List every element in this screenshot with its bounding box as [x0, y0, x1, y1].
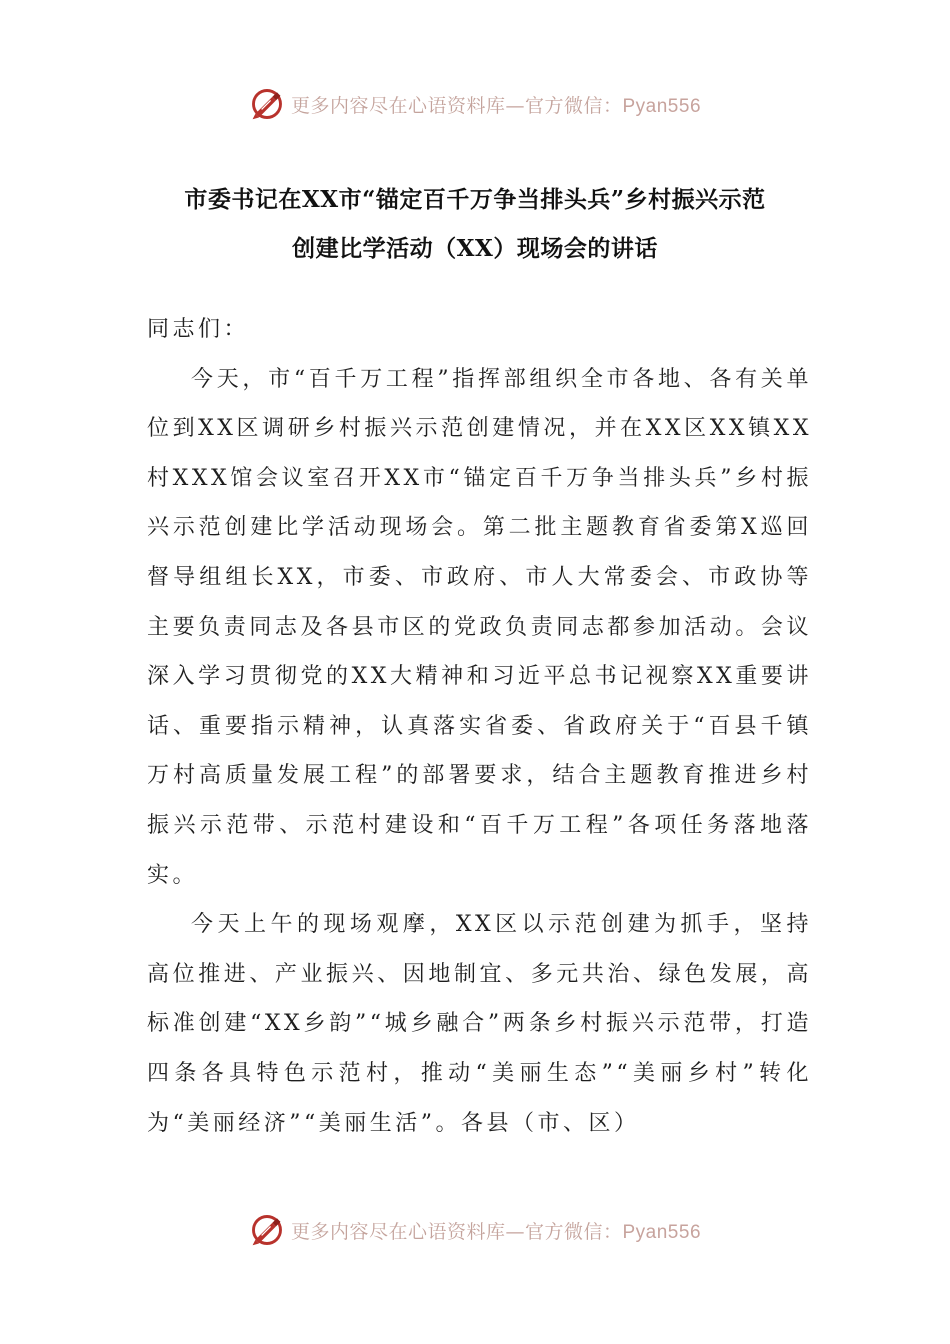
paragraph-1: 今天，市“百千万工程”指挥部组织全市各地、各有关单位到XX区调研乡村振兴示范创建情况，并在XX区XX镇XX村XXX馆会议室召开XX市“锚定百千万争当排头兵”乡村振兴示范创建比学活动现场会。第二批主题教育省委第X巡回督导组组长XX，市委、市政府、市人大常委会、市政协等主要负责同志及各县市区的党政负责同志都参加活动。会议深入学习贯彻党的XX大精神和习近平总书记视察XX重要讲话、重要指示精神，认真落实省委、省政府关于“百县千镇万村高质量发展工程”的部署要求，结合主题教育推进乡村振兴示范带、示范村建设和“百千万工程”各项任务落地落实。 [147, 366, 812, 888]
footer-banner-text: 更多内容尽在心语资料库—官方微信：Pyan556 [290, 1220, 702, 1243]
footer-banner [0, 1208, 950, 1252]
wechat-id: Pyan556 [622, 1221, 702, 1243]
salutation: 同志们： [147, 317, 250, 342]
pen-logo-icon [249, 1212, 285, 1248]
paragraph-2: 今天上午的现场观摩，XX区以示范创建为抓手，坚持高位推进、产业振兴、因地制宜、多元共治、绿色发展，高标准创建“XX乡韵”“城乡融合”两条乡村振兴示范带，打造四条各具特色示范村，推动“美丽生态”“美丽乡村”转化为“美丽经济”“美丽生活”。各县（市、区） [147, 912, 812, 1136]
header-banner-text: 更多内容尽在心语资料库—官方微信：Pyan556 [290, 94, 702, 117]
document-title-line-2: 创建比学活动（XX）现场会的讲话 [292, 235, 658, 262]
document-body [147, 305, 812, 1148]
header-banner [0, 82, 950, 126]
wechat-id: Pyan556 [622, 95, 702, 117]
pen-logo-icon [249, 86, 285, 122]
document-title-line-1: 市委书记在XX市“锚定百千万争当排头兵”乡村振兴示范 [184, 186, 766, 213]
